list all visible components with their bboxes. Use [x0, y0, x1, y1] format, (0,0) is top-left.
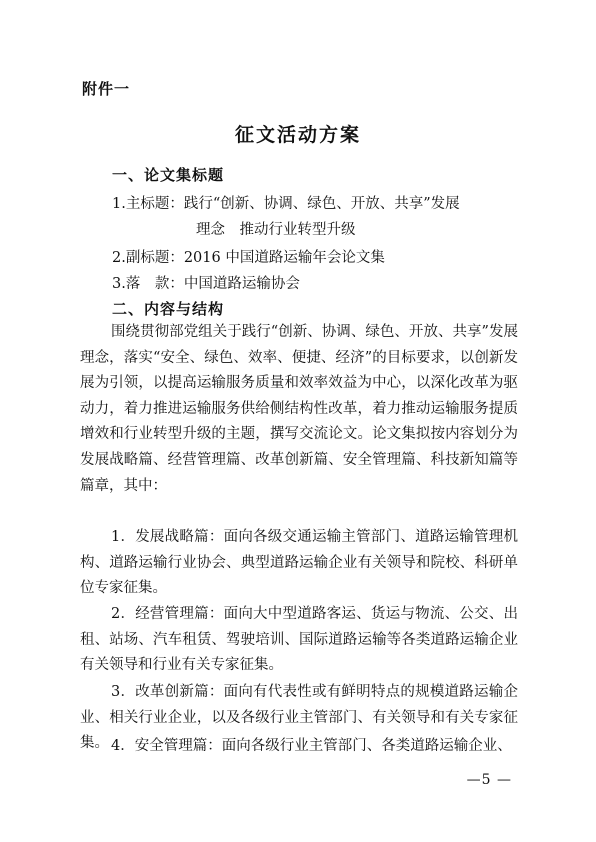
section-heading-titles: 一、论文集标题 — [112, 166, 225, 184]
main-title-line: 1.主标题：践行“创新、协调、绿色、开放、共享”发展 — [112, 196, 460, 212]
list-item-reform: 3．改革创新篇：面向有代表性或有鲜明特点的规模道路运输企业、相关行业企业，以及各级行业主管部门、有关领导和有关专家征集。 — [80, 684, 518, 752]
main-title-line-cont: 理念 推动行业转型升级 — [196, 222, 356, 238]
list-item-safety: 4．安全管理篇：面向各级行业主管部门、各类道路运输企业、 — [111, 738, 512, 754]
signature-line: 3.落 款：中国道路运输协会 — [112, 276, 300, 292]
subtitle-line: 2.副标题：2016 中国道路运输年会论文集 — [112, 250, 385, 266]
page-number: —5 — — [466, 772, 512, 788]
document-title: 征文活动方案 — [234, 124, 361, 146]
intro-text: 围绕贯彻部党组关于践行“创新、协调、绿色、开放、共享”发展理念，落实“安全、绿色、效率、便捷、经济”的目标要求，以创新发展为引领，以提高运输服务质量和效率效益为中心，以深化改革为驱动力，着力推进运输服务供给侧结构性改革，着力推动运输服务提质增效和行业转型升级的主题，撰写交流论文。论文集拟按内容划分为发展战略篇、经营管理篇、改革创新篇、安全管理篇、科技新知篇等篇章，其中： — [80, 324, 518, 494]
list-item-management: 2．经营管理篇：面向大中型道路客运、货运与物流、公交、出租、站场、汽车租赁、驾驶培训、国际道路运输等各类道路运输企业有关领导和行业有关专家征集。 — [80, 606, 518, 674]
section-heading-content: 二、内容与结构 — [112, 300, 225, 318]
list-item-strategy: 1．发展战略篇：面向各级交通运输主管部门、道路运输管理机构、道路运输行业协会、典型道路运输企业有关领导和院校、科研单位专家征集。 — [80, 529, 518, 597]
attachment-label: 附件一 — [82, 80, 131, 98]
intro-paragraph — [80, 320, 518, 499]
